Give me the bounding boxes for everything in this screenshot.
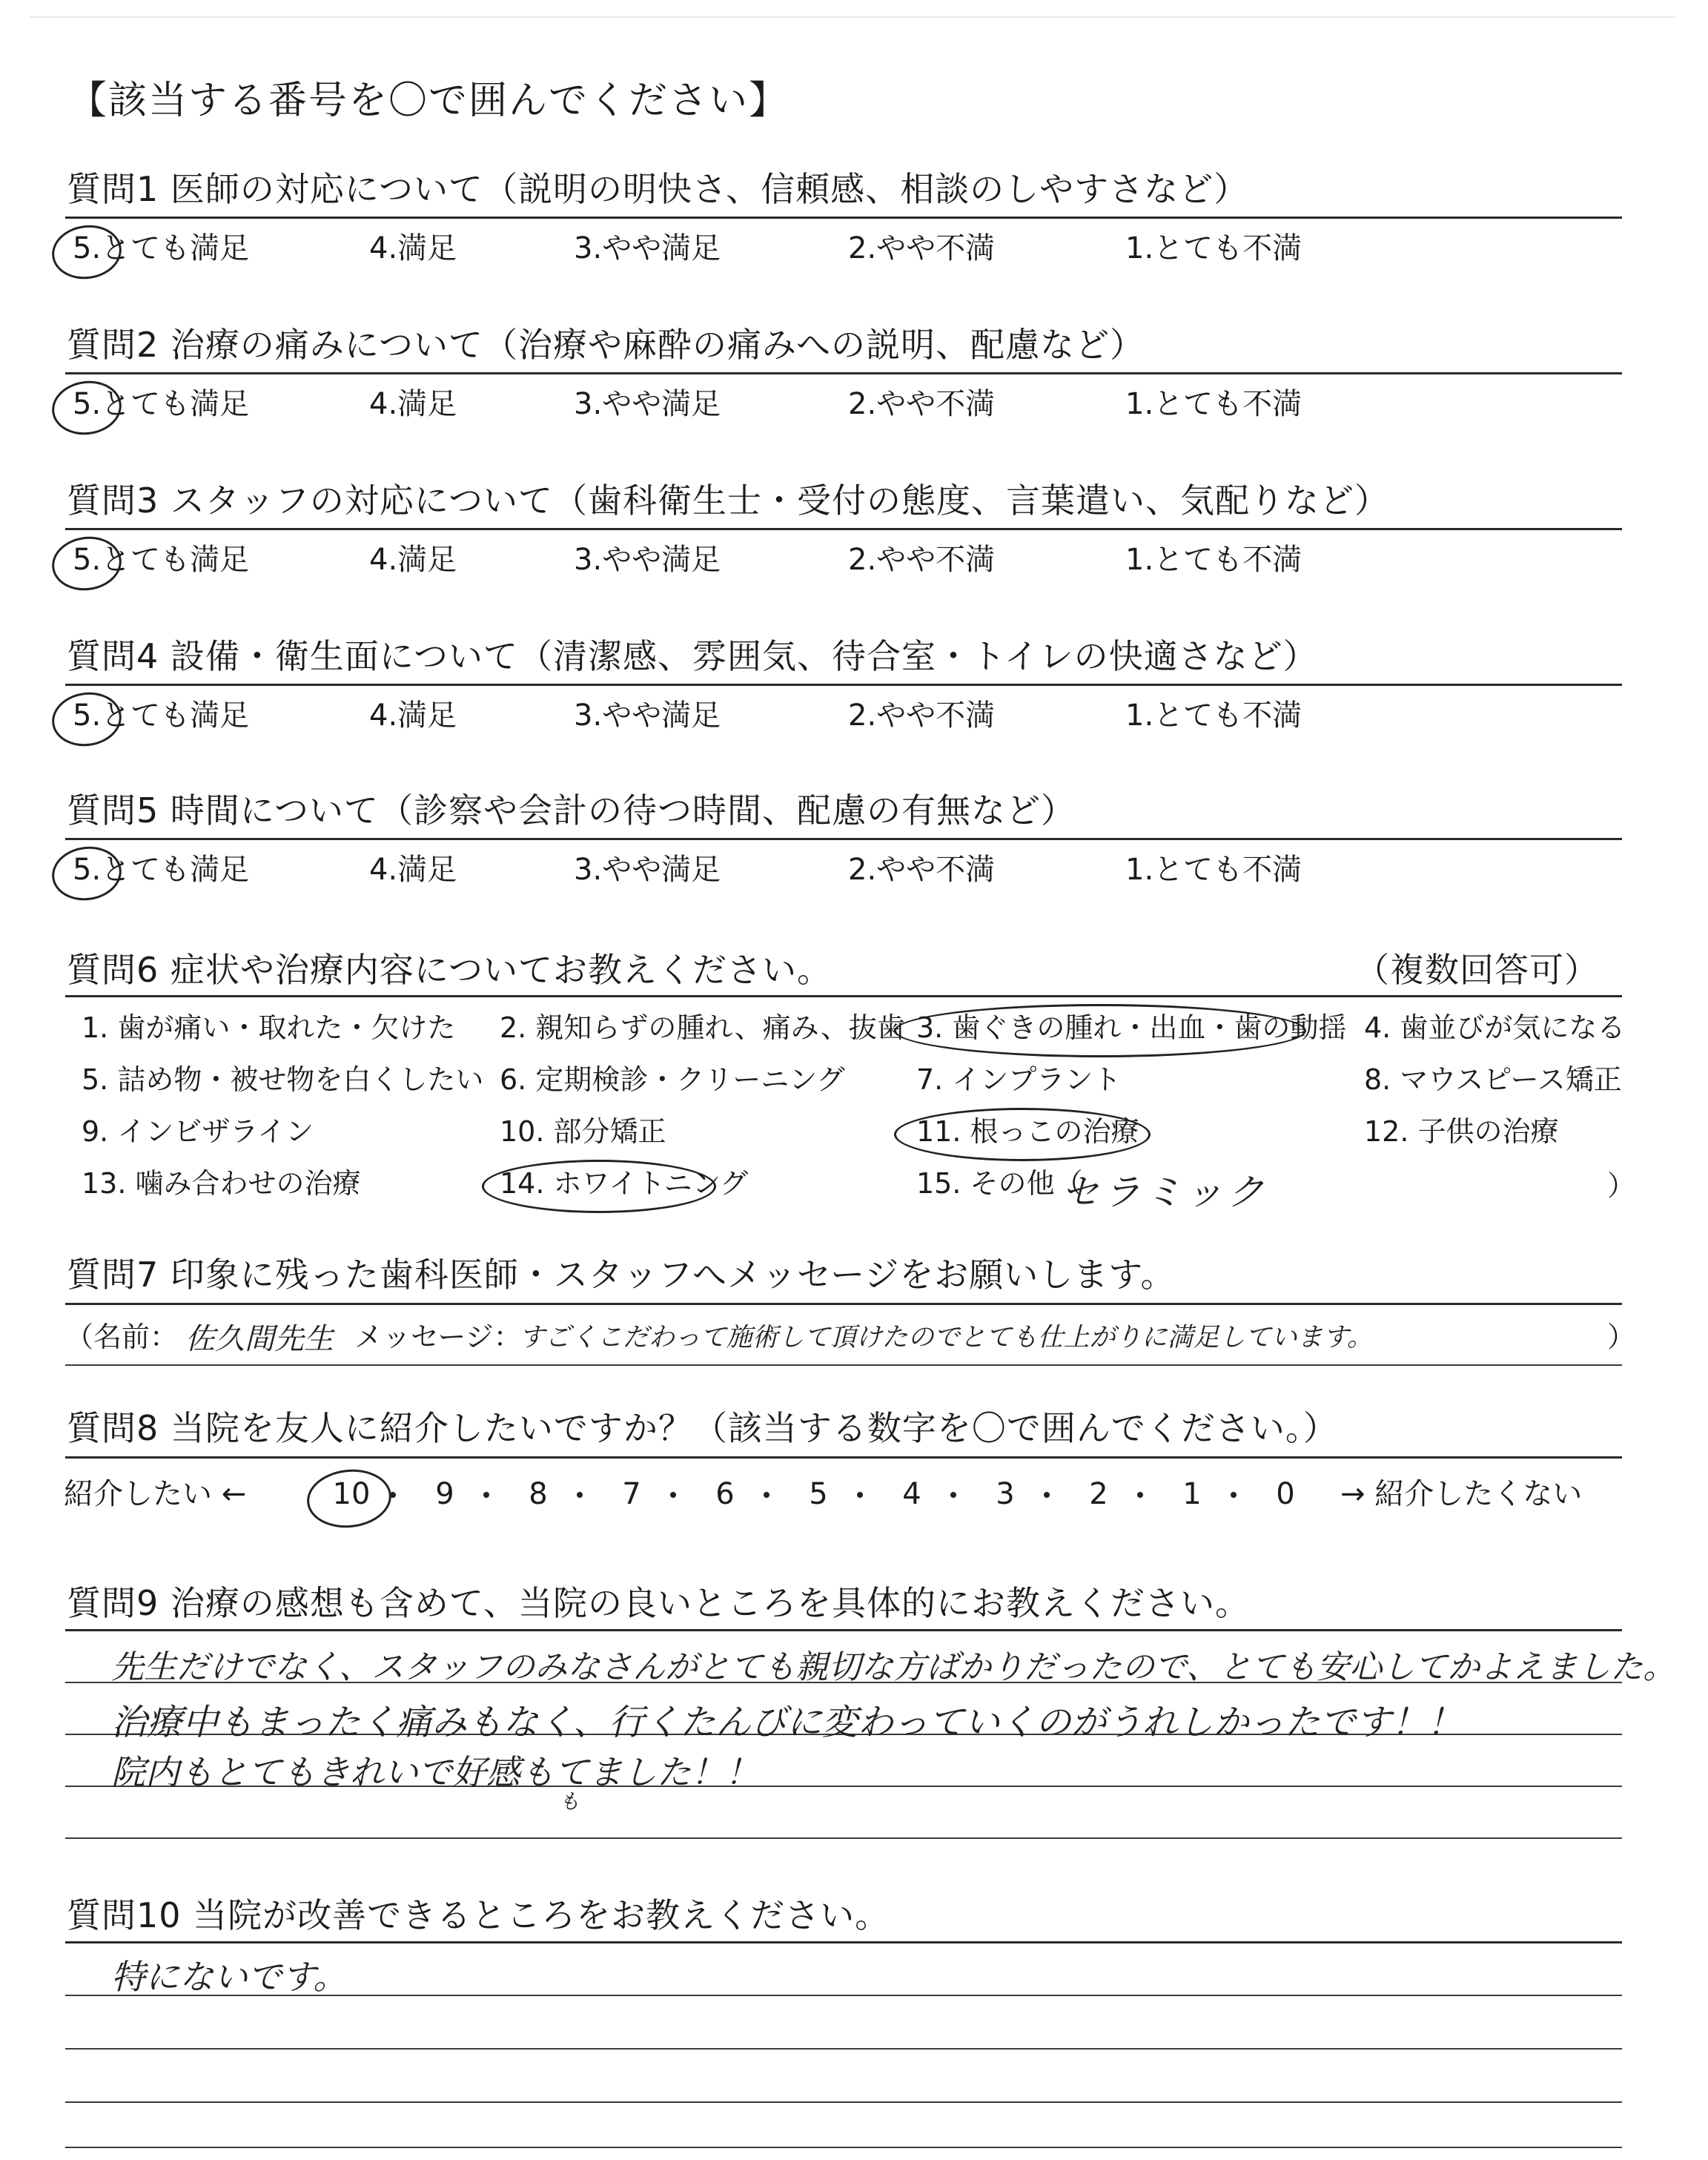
q6-option-1[interactable]: 1. 歯が痛い・取れた・欠けた: [82, 1011, 456, 1044]
q7-message-prefix: メッセージ：: [354, 1321, 522, 1353]
q8-scale-3[interactable]: 3: [996, 1477, 1015, 1511]
q2-option-4[interactable]: 4.満足: [369, 387, 457, 421]
q6-label: 質問6 症状や治療内容についてお教えください。: [67, 950, 832, 990]
q6-option-8[interactable]: 8. マウスピース矯正: [1364, 1063, 1622, 1096]
q6-option-7[interactable]: 7. インプラント: [916, 1063, 1122, 1096]
q6-option-12[interactable]: 12. 子供の治療: [1364, 1115, 1559, 1148]
q1-label: 質問1 医師の対応について（説明の明快さ、信頼感、相談のしやすさなど）: [67, 169, 1249, 209]
q5-option-5[interactable]: 5.とても満足: [73, 853, 250, 887]
q7-name-prefix: （名前：: [65, 1321, 179, 1353]
q8-scale-9[interactable]: 9: [435, 1477, 454, 1511]
q5-rule: [65, 838, 1622, 840]
q5-option-2[interactable]: 2.やや不満: [848, 853, 996, 887]
q9-answer-line-3: 院内もとてもきれいで好感もてました！！: [111, 1752, 759, 1792]
q8-scale-1[interactable]: 1: [1182, 1477, 1202, 1511]
q8-scale-10[interactable]: 10: [332, 1477, 371, 1511]
q8-scale-separator: [764, 1492, 769, 1498]
q4-label: 質問4 設備・衛生面について（清潔感、雰囲気、待合室・トイレの快適さなど）: [67, 636, 1318, 676]
q1-rule: [65, 217, 1622, 219]
q9-answer-line-1: 先生だけでなく、スタッフのみなさんがとても親切な方ばかりだったので、とても安心してかよえました。: [111, 1648, 1676, 1686]
q10-label: 質問10 当院が改善できるところをお教えください。: [67, 1895, 890, 1935]
q5-option-1[interactable]: 1.とても不満: [1125, 853, 1302, 887]
q9-label: 質問9 治療の感想も含めて、当院の良いところを具体的にお教えください。: [67, 1583, 1250, 1623]
q6-option-13[interactable]: 13. 噛み合わせの治療: [82, 1167, 361, 1200]
q2-rule: [65, 372, 1622, 374]
q6-option-11[interactable]: 11. 根っこの治療: [916, 1115, 1139, 1148]
q3-option-1[interactable]: 1.とても不満: [1125, 543, 1302, 577]
q8-scale-2[interactable]: 2: [1089, 1477, 1108, 1511]
q4-option-3[interactable]: 3.やや満足: [574, 698, 721, 733]
q7-bottom-rule: [65, 1364, 1622, 1366]
q9-insert-mark: も: [559, 1789, 580, 1814]
q4-option-5[interactable]: 5.とても満足: [73, 698, 250, 733]
q1-option-3[interactable]: 3.やや満足: [574, 231, 721, 265]
q10-line-4: [65, 2147, 1622, 2148]
q1-option-2[interactable]: 2.やや不満: [848, 231, 996, 265]
q8-scale-6[interactable]: 6: [715, 1477, 735, 1511]
q6-note: （複数回答可）: [1355, 950, 1599, 990]
q6-option-3[interactable]: 3. 歯ぐきの腫れ・出血・歯の動揺: [916, 1011, 1347, 1044]
q6-circle-option-11: [894, 1108, 1151, 1161]
q6-option-2[interactable]: 2. 親知らずの腫れ、痛み、抜歯: [500, 1011, 905, 1044]
q8-scale-5[interactable]: 5: [809, 1477, 828, 1511]
q1-option-5[interactable]: 5.とても満足: [73, 231, 250, 265]
q2-option-2[interactable]: 2.やや不満: [848, 387, 996, 421]
q8-scale-separator: [950, 1492, 956, 1498]
q10-rule: [65, 1941, 1622, 1943]
q7-message-answer: すごくこだわって施術して頂けたのでとても仕上がりに満足しています。: [519, 1323, 1373, 1353]
q10-line-3: [65, 2101, 1622, 2103]
q8-rule: [65, 1456, 1622, 1459]
q3-label: 質問3 スタッフの対応について（歯科衛生士・受付の態度、言葉遣い、気配りなど）: [67, 480, 1389, 521]
q10-line-2: [65, 2048, 1622, 2050]
q8-right-label: → 紹介したくない: [1340, 1477, 1583, 1511]
q8-label: 質問8 当院を友人に紹介したいですか？（該当する数字を〇で囲んでください。）: [67, 1408, 1338, 1448]
q2-option-5[interactable]: 5.とても満足: [73, 387, 250, 421]
q2-option-1[interactable]: 1.とても不満: [1125, 387, 1302, 421]
q3-option-2[interactable]: 2.やや不満: [848, 543, 996, 577]
q10-answer-line-1: 特にないです。: [111, 1957, 348, 1997]
q9-answer-line-2: 治療中もまったく痛みもなく、行くたんびに変わっていくのがうれしかったです！！: [111, 1702, 1463, 1743]
q6-option-15[interactable]: 15. その他（: [916, 1167, 1083, 1200]
q8-scale-separator: [1137, 1492, 1143, 1498]
q8-scale-separator: [1044, 1492, 1050, 1498]
q3-option-4[interactable]: 4.満足: [369, 543, 457, 577]
q8-scale-separator: [1231, 1492, 1237, 1498]
q8-left-label: 紹介したい ←: [64, 1477, 247, 1511]
q9-line-4: [65, 1837, 1622, 1839]
q8-scale-8[interactable]: 8: [529, 1477, 548, 1511]
q4-option-4[interactable]: 4.満足: [369, 698, 457, 733]
q7-rule: [65, 1303, 1622, 1305]
q1-option-1[interactable]: 1.とても不満: [1125, 231, 1302, 265]
q2-option-3[interactable]: 3.やや満足: [574, 387, 721, 421]
q5-option-3[interactable]: 3.やや満足: [574, 853, 721, 887]
q1-option-4[interactable]: 4.満足: [369, 231, 457, 265]
q7-name-answer: 佐久間先生: [185, 1322, 334, 1356]
q8-scale-4[interactable]: 4: [902, 1477, 921, 1511]
q6-other-answer: セラミック: [1062, 1171, 1268, 1214]
q4-option-2[interactable]: 2.やや不満: [848, 698, 996, 733]
q5-label: 質問5 時間について（診察や会計の待つ時間、配慮の有無など）: [67, 790, 1076, 830]
q8-scale-7[interactable]: 7: [622, 1477, 641, 1511]
q6-circle-option-14: [482, 1160, 716, 1213]
q6-option-10[interactable]: 10. 部分矯正: [500, 1115, 666, 1148]
q6-option-6[interactable]: 6. 定期検診・クリーニング: [500, 1063, 845, 1096]
q4-rule: [65, 684, 1622, 686]
instruction-header: 【該当する番号を〇で囲んでください】: [68, 79, 790, 123]
q6-option-5[interactable]: 5. 詰め物・被せ物を白くしたい: [82, 1063, 484, 1096]
q6-option-14[interactable]: 14. ホワイトニング: [500, 1167, 749, 1200]
q7-label: 質問7 印象に残った歯科医師・スタッフへメッセージをお願いします。: [67, 1255, 1176, 1295]
q6-option-9[interactable]: 9. インビザライン: [82, 1115, 314, 1148]
q3-option-3[interactable]: 3.やや満足: [574, 543, 721, 577]
q6-option-4[interactable]: 4. 歯並びが気になる: [1364, 1011, 1626, 1044]
q6-circle-option-3: [894, 1004, 1306, 1057]
q8-scale-separator: [577, 1492, 583, 1498]
scan-edge-line: [30, 16, 1675, 18]
q8-scale-separator: [483, 1492, 489, 1498]
q8-scale-0[interactable]: 0: [1276, 1477, 1295, 1511]
q2-label: 質問2 治療の痛みについて（治療や麻酔の痛みへの説明、配慮など）: [67, 325, 1145, 365]
q6-rule: [65, 995, 1622, 997]
q8-scale-separator: [670, 1492, 676, 1498]
q7-close-paren: ）: [1607, 1321, 1636, 1353]
q8-scale-separator: [857, 1492, 863, 1498]
q5-option-4[interactable]: 4.満足: [369, 853, 457, 887]
q6-other-close: ）: [1607, 1169, 1636, 1202]
q4-option-1[interactable]: 1.とても不満: [1125, 698, 1302, 733]
q8-selection-circle: [304, 1465, 394, 1531]
q9-rule: [65, 1629, 1622, 1631]
q3-rule: [65, 528, 1622, 530]
q3-option-5[interactable]: 5.とても満足: [73, 543, 250, 577]
